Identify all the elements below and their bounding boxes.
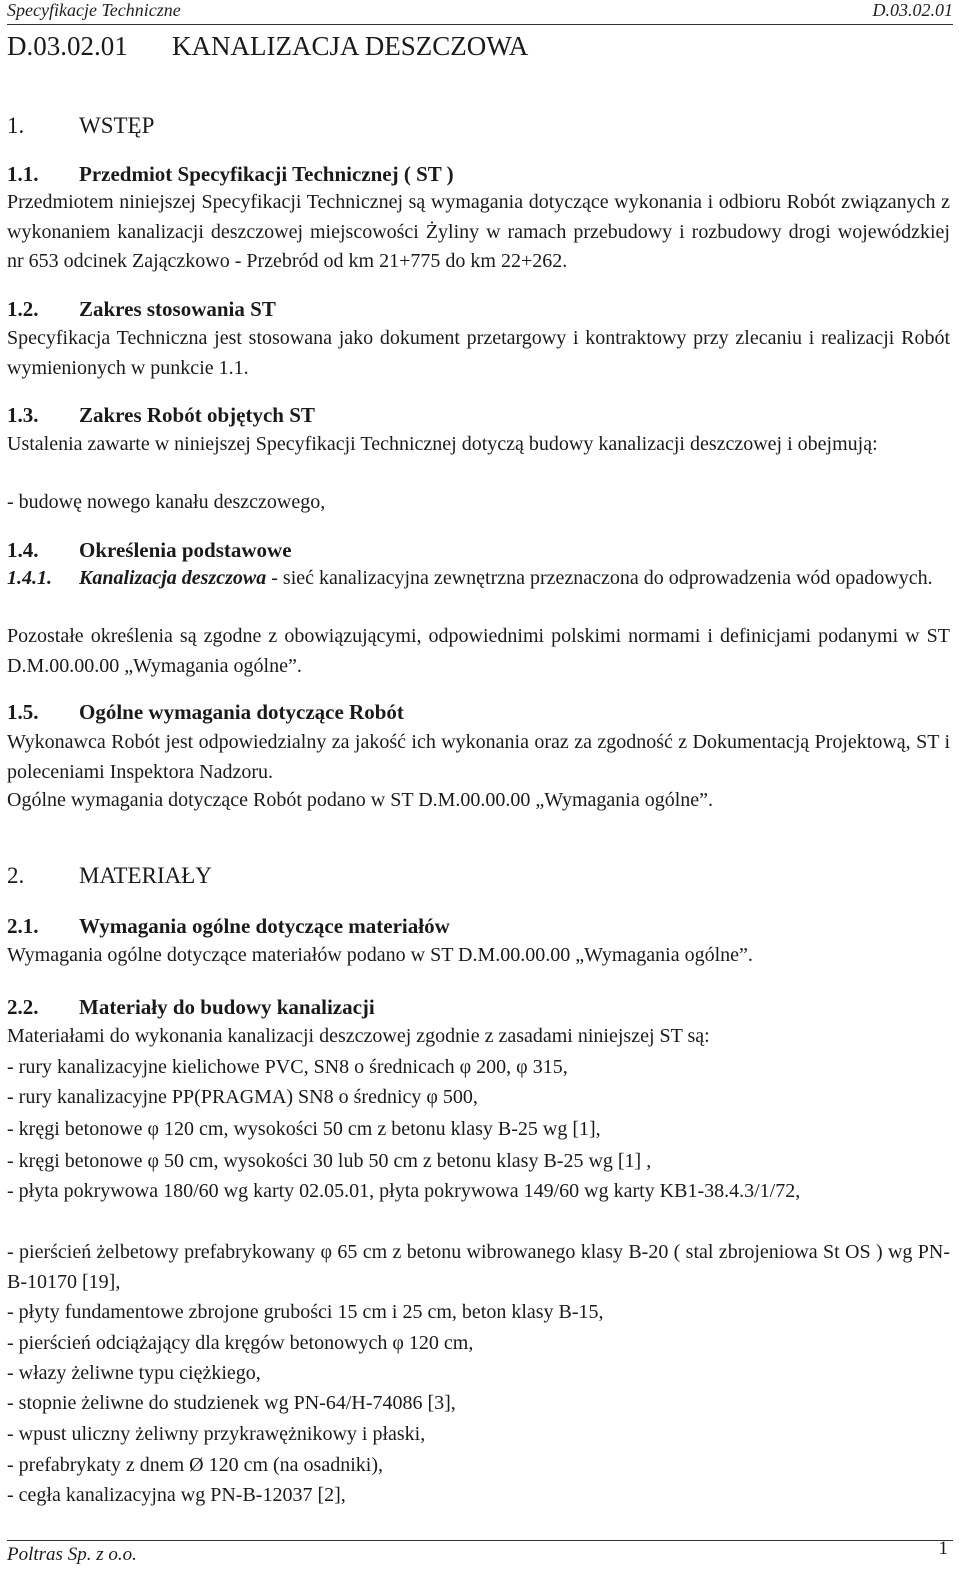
material-list-item: - rury kanalizacyjne kielichowe PVC, SN8 o średnicach φ 200, φ 315, [7, 1056, 568, 1078]
header-doc-type: Specyfikacje Techniczne [7, 0, 181, 20]
section-number: 2.2. [7, 995, 39, 1019]
section-heading-1-4 [7, 536, 292, 564]
material-list-item: - pierścień odciążający dla kręgów betonowych φ 120 cm, [7, 1332, 474, 1354]
section-2-2-intro: Materiałami do wykonania kanalizacji deszczowej zgodnie z zasadami niniejszej ST są: [7, 1025, 710, 1047]
material-list-item: - płyty fundamentowe zbrojone grubości 15 cm i 25 cm, beton klasy B-15, [7, 1301, 604, 1323]
list-item: - budowę nowego kanału deszczowego, [7, 491, 326, 513]
section-1-3-text: Ustalenia zawarte w niniejszej Specyfikacji Technicznej dotyczą budowy kanalizacji deszczowej i obejmują: [7, 433, 878, 455]
footer-company: Poltras Sp. z o.o. [7, 1544, 137, 1565]
section-number: 1.1. [7, 162, 39, 186]
section-heading-1-2 [7, 295, 276, 323]
section-title: Zakres Robót objętych ST [79, 403, 315, 427]
section-heading-2-1 [7, 912, 450, 940]
material-list-item: - kręgi betonowe φ 120 cm, wysokości 50 cm z betonu klasy B-25 wg [1], [7, 1118, 601, 1140]
material-list-item: - kręgi betonowe φ 50 cm, wysokości 30 lub 50 cm z betonu klasy B-25 wg [1] , [7, 1150, 652, 1172]
header-divider [7, 24, 953, 25]
material-list-item: - stopnie żeliwne do studzienek wg PN-64/H-74086 [3], [7, 1392, 456, 1414]
material-list-item: - włazy żeliwne typu ciężkiego, [7, 1362, 261, 1384]
document-title-name: KANALIZACJA DESZCZOWA [172, 31, 529, 61]
document-title [7, 30, 528, 62]
section-title: Materiały do budowy kanalizacji [79, 995, 375, 1019]
section-heading-1-5 [7, 698, 404, 726]
page-number: 1 [938, 1538, 948, 1559]
material-list-item: - cegła kanalizacyjna wg PN-B-12037 [2], [7, 1484, 346, 1506]
definition-text: - sieć kanalizacyjna zewnętrzna przeznaczona do odprowadzenia wód opadowych. [266, 567, 933, 589]
material-list-item: - prefabrykaty z dnem Ø 120 cm (na osadniki), [7, 1454, 383, 1476]
section-number: 1.2. [7, 297, 39, 321]
section-heading-1-3 [7, 401, 315, 429]
definition-number: 1.4.1. [7, 567, 52, 589]
material-list-item: - rury kanalizacyjne PP(PRAGMA) SN8 o średnicy φ 500, [7, 1086, 478, 1108]
definition-term: Kanalizacja deszczowa [79, 567, 267, 589]
section-title: WSTĘP [79, 113, 155, 138]
section-heading-1-1 [7, 160, 454, 188]
definition-body [79, 564, 950, 594]
section-number: 1. [7, 113, 25, 138]
material-list-item: - wpust uliczny żeliwny przykrawężnikowy i płaski, [7, 1423, 426, 1445]
section-1-4-text: Pozostałe określenia są zgodne z obowiązującymi, odpowiednimi polskimi normami i definicjami podanymi w ST D.M.00.00.00 „Wymagania ogólne”. [7, 625, 950, 677]
footer-divider [7, 1540, 953, 1541]
section-number: 1.3. [7, 403, 39, 427]
section-title: Ogólne wymagania dotyczące Robót [79, 700, 404, 724]
section-heading-2-2 [7, 993, 375, 1021]
section-title: Przedmiot Specyfikacji Technicznej ( ST ) [79, 162, 454, 186]
material-list-item: - pierścień żelbetowy prefabrykowany φ 65 cm z betonu wibrowanego klasy B-20 ( stal zbrojeniowa St OS ) wg PN-B-10170 [19], [7, 1241, 950, 1293]
section-number: 1.5. [7, 700, 39, 724]
header-doc-code: D.03.02.01 [872, 0, 953, 20]
section-2-1-text: Wymagania ogólne dotyczące materiałów podano w ST D.M.00.00.00 „Wymagania ogólne”. [7, 944, 753, 966]
section-number: 2.1. [7, 914, 39, 938]
section-1-2-text: Specyfikacja Techniczna jest stosowana jako dokument przetargowy i kontraktowy przy zlecaniu i realizacji Robót wymienionych w punkcie 1.1. [7, 327, 950, 379]
definition-row [7, 564, 950, 594]
section-title: Określenia podstawowe [79, 538, 292, 562]
section-1-5-text: Wykonawca Robót jest odpowiedzialny za jakość ich wykonania oraz za zgodność z Dokumentacją Projektową, ST i poleceniami Inspektora Nadzoru. [7, 731, 950, 783]
section-title: MATERIAŁY [79, 863, 212, 888]
section-1-5-text-2: Ogólne wymagania dotyczące Robót podano w ST D.M.00.00.00 „Wymagania ogólne”. [7, 789, 714, 811]
document-title-code: D.03.02.01 [7, 31, 128, 61]
section-title: Wymagania ogólne dotyczące materiałów [79, 914, 450, 938]
section-title: Zakres stosowania ST [79, 297, 276, 321]
section-number: 2. [7, 863, 25, 888]
material-list-item: - płyta pokrywowa 180/60 wg karty 02.05.01, płyta pokrywowa 149/60 wg karty KB1-38.4.3/1/72, [7, 1180, 801, 1202]
page-header [7, 0, 953, 22]
section-heading-2 [7, 862, 212, 890]
section-number: 1.4. [7, 538, 39, 562]
section-1-1-text: Przedmiotem niniejszej Specyfikacji Technicznej są wymagania dotyczące wykonania i odbioru Robót związanych z wykonaniem kanalizacji deszczowej miejscowości Żyliny w ramach przebudowy i rozbudowy drogi wojewódzkiej nr 653 odcinek Zajączkowo - Przebród od km 21+775 do km 22+262. [7, 191, 950, 272]
section-heading-1 [7, 112, 154, 140]
